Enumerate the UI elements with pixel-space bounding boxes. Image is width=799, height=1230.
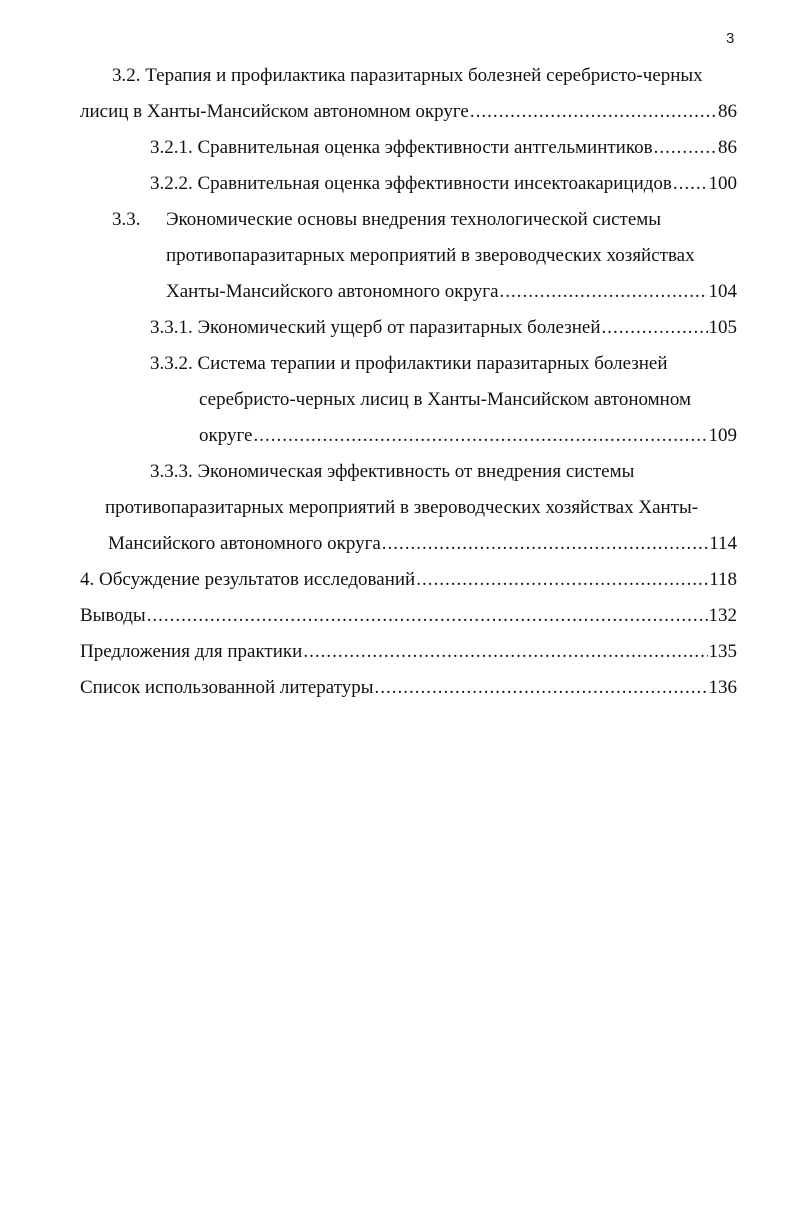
toc-entry-3-2[interactable]	[80, 94, 737, 130]
toc-entry-3-3-2[interactable]	[199, 418, 737, 454]
toc-entry-3-3-2-line2: серебристо-черных лисиц в Ханты-Мансийском автономном	[199, 389, 691, 410]
toc-entry-3-3-line1: Экономические основы внедрения технологической системы	[166, 209, 662, 230]
toc-page-number: 105	[708, 317, 737, 338]
dot-leader	[673, 166, 708, 202]
toc-entry-3-3-line2: противопаразитарных мероприятий в звероводческих хозяйствах	[166, 245, 695, 266]
toc-entry-3-3-3-line3: Мансийского автономного округа	[108, 533, 381, 554]
dot-leader	[303, 634, 707, 670]
toc-page-number: 136	[708, 677, 737, 698]
dot-leader	[654, 130, 717, 166]
toc-entry-3-3-3-line2: противопаразитарных мероприятий в звероводческих хозяйствах Ханты-	[105, 497, 699, 518]
toc-page-number: 86	[718, 101, 737, 122]
toc-entry-text: 3.2.1. Сравнительная оценка эффективности антгельминтиков	[150, 137, 653, 158]
toc-entry-text: 3.2.2. Сравнительная оценка эффективности инсектоакарицидов	[150, 173, 672, 194]
dot-leader	[416, 562, 708, 598]
toc-page-number: 114	[709, 533, 737, 554]
toc-entry-3-2-2[interactable]	[150, 166, 737, 202]
dot-leader	[602, 310, 708, 346]
toc-entry-3-2-line2: лисиц в Ханты-Мансийском автономном округе	[80, 101, 469, 122]
toc-entry-text: 3.3.1. Экономический ущерб от паразитарных болезней	[150, 317, 601, 338]
toc-page-number: 132	[708, 605, 737, 626]
toc-entry-3-3-number: 3.3.	[112, 209, 141, 230]
toc-entry-3-2-line1: 3.2. Терапия и профилактика паразитарных болезней серебристо-черных	[112, 65, 703, 86]
toc-page-number: 118	[709, 569, 737, 590]
page-number: 3	[726, 30, 735, 47]
toc-entry-proposals[interactable]	[80, 634, 737, 670]
toc-entry-3-2-1[interactable]	[150, 130, 737, 166]
toc-entry-3-3-1[interactable]	[150, 310, 737, 346]
toc-page-number: 135	[708, 641, 737, 662]
toc-page-number: 86	[718, 137, 737, 158]
toc-entry-3-3-2-line3: округе	[199, 425, 253, 446]
dot-leader	[375, 670, 708, 706]
dot-leader	[147, 598, 708, 634]
toc-entry-3-3-3[interactable]	[108, 526, 737, 562]
toc-entry-3-3-line3: Ханты-Мансийского автономного округа	[166, 281, 499, 302]
toc-entry-3-3-2-line1: 3.3.2. Система терапии и профилактики паразитарных болезней	[150, 353, 668, 374]
dot-leader	[382, 526, 708, 562]
dot-leader	[500, 274, 708, 310]
toc-page-number: 100	[708, 173, 737, 194]
dot-leader	[470, 94, 717, 130]
toc-page-number: 109	[708, 425, 737, 446]
toc-entry-literature[interactable]	[80, 670, 737, 706]
toc-entry-text: Предложения для практики	[80, 641, 303, 662]
toc-entry-conclusions[interactable]	[80, 598, 737, 634]
toc-entry-text: Список использованной литературы	[80, 677, 374, 698]
toc-page-number: 104	[708, 281, 737, 302]
dot-leader	[253, 418, 707, 454]
toc-entry-text: Выводы	[80, 605, 146, 626]
toc-entry-4[interactable]	[80, 562, 737, 598]
toc-entry-3-3[interactable]	[166, 274, 737, 310]
toc-entry-3-3-3-line1: 3.3.3. Экономическая эффективность от внедрения системы	[150, 461, 635, 482]
toc-entry-text: 4. Обсуждение результатов исследований	[80, 569, 416, 590]
